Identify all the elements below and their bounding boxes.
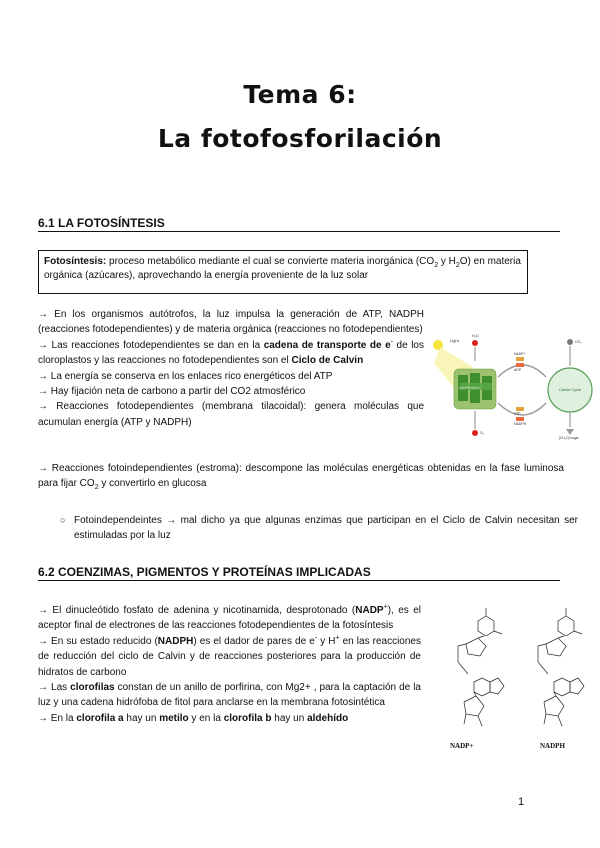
page-title-line2: La fotofosforilación (157, 124, 443, 153)
svg-text:Light Reactions: Light Reactions (459, 385, 480, 390)
definition-text: proceso metabólico mediante el cual se convierte materia inorgánica (CO (106, 256, 435, 267)
paragraph: → Hay fijación neta de carbono a partir del CO2 atmosférico (38, 386, 306, 398)
oxygen-molecule-icon (472, 430, 478, 436)
photosynthesis-diagram (428, 333, 600, 440)
svg-text:O₂: O₂ (480, 431, 485, 435)
paragraph: → En los organismos autótrofos, la luz impulsa la generación de ATP, NADPH (reacciones fotodependientes) y de materia orgánica (reacciones no fotodependientes) (38, 309, 424, 336)
page-number: 1 (518, 796, 525, 808)
circle-bullet-icon: ○ (60, 515, 66, 525)
paragraph: → Reacciones fotoindependientes (estroma): descompone las moléculas energéticas obtenidas en la fase luminosa para fijar $CO_2$ y convertirlo en glucosa (38, 463, 564, 492)
paragraph: → Reacciones fotodependientes (membrana tilacoidal): genera moléculas que acumulan energía (ATP y NADPH) (38, 401, 424, 428)
nadp-nadph-structures (428, 598, 600, 754)
definition-box: Fotosíntesis: proceso metabólico mediante el cual se convierte materia inorgánica ($CO_2$ y $H_2O$) en materia orgánica (azúcares), aprovechando la energía proveniente de la luz solar (38, 250, 528, 294)
svg-text:[CH₂O] sugar: [CH₂O] sugar (559, 436, 579, 440)
svg-text:Light: Light (450, 338, 459, 343)
section-heading-coenzimas: 6.2 COENZIMAS, PIGMENTOS Y PROTEÍNAS IMPLICADAS (38, 565, 560, 581)
svg-text:Calvin Cycle: Calvin Cycle (559, 387, 582, 392)
paragraph: → Las reacciones fotodependientes se dan en la cadena de transporte de e- de los cloroplastos y las reacciones no fotodependientes son el Ciclo de Calvin (38, 338, 424, 367)
water-molecule-icon (472, 340, 478, 346)
section-heading-fotosintesis: 6.1 LA FOTOSÍNTESIS (38, 216, 560, 232)
nadp-label: NADP+ (450, 742, 474, 750)
svg-text:NADPH: NADPH (514, 422, 527, 426)
nadph-structure (538, 608, 584, 726)
co2-molecule-icon (567, 339, 573, 345)
paragraph: → En la clorofila a hay un metilo y en la clorofila b hay un aldehído (38, 712, 349, 724)
nadp-structure (458, 608, 504, 726)
paragraph: → En su estado reducido (NADPH) es el dador de pares de e- y H+ en las reacciones de reducción del ciclo de Calvin y de reacciones posteriores para la producción de hidratos de carbono (38, 634, 421, 678)
page-title-line1: Tema 6: (243, 80, 357, 109)
svg-text:H₂O: H₂O (472, 334, 479, 338)
paragraph: → El dinucleótido fosfato de adenina y nicotinamida, desprotonado (NADP+), es el aceptor final de electrones de las reacciones fotodependientes de la fotosíntesis (38, 603, 421, 632)
nadph-label: NADPH (540, 742, 565, 750)
sub-list-item: ○ Fotoindependeintes → mal dicho ya que algunas enzimas que participan en el Ciclo de Calvin necesitan ser estimuladas por la luz (60, 515, 578, 542)
svg-text:NADP⁺: NADP⁺ (514, 352, 526, 356)
section1-paragraphs (38, 307, 424, 430)
paragraph: → Las clorofilas constan de un anillo de porfirina, con Mg2+ , para la captación de la luz y una cadena hidrófoba de fitol para anclarse en la membrana fotosintética (38, 682, 421, 709)
paragraph: → La energía se conserva en los enlaces rico energéticos del ATP (38, 370, 333, 382)
svg-text:ADP: ADP (514, 368, 522, 372)
svg-text:ATP: ATP (514, 412, 521, 416)
definition-term: Fotosíntesis: (44, 256, 107, 267)
thylakoid-stacks (454, 369, 496, 409)
svg-text:CO₂: CO₂ (575, 340, 582, 344)
section2-paragraphs (38, 603, 421, 726)
section1-paragraph-wide (38, 461, 564, 492)
sugar-icon (566, 429, 574, 435)
